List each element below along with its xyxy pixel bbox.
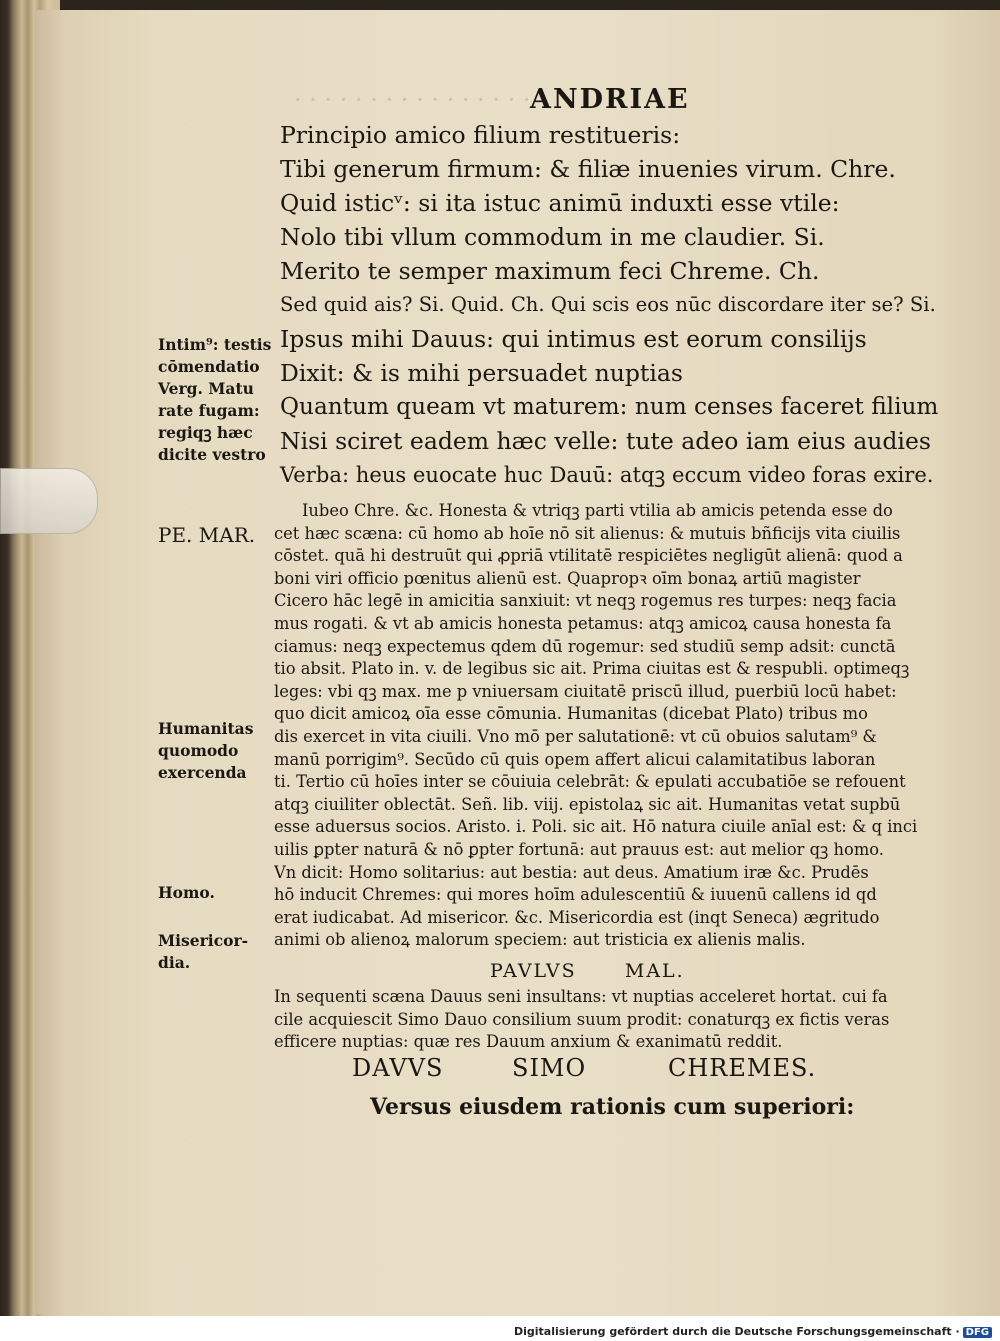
page-clip [0, 468, 98, 534]
verse-line: Principio amico filium restitueris: [280, 121, 681, 149]
commentary-line: ciamus: neqꝫ expectemus qdem dū rogemur: sed studiū semp adsit: cunctā [274, 636, 896, 656]
commentary-line: leges: vbi qꝫ max. me p vniuersam ciuitatē priscū illud, puerbiū locū habet: [274, 681, 897, 701]
verse-line: Quantum queam vt maturem: num censes faceret filium [280, 393, 939, 420]
bleed-through: · · · · · · · · · · · · · · · · [294, 86, 531, 114]
credit-text: Digitalisierung gefördert durch die Deutsche Forschungsgemeinschaft · [513, 1325, 960, 1338]
argument-line: efficere nuptias: quæ res Dauum anxium & exanimatū reddit. [274, 1032, 783, 1052]
commentary-line: cet hæc scæna: cū homo ab hoīe nō sit alienus: & mutuis bñficijs vita ciuilis [274, 523, 901, 543]
commentary-line: ti. Tertio cū hoīes inter se cōuiuia celebrāt: & epulati accubatiōe se refouent [274, 772, 906, 792]
commentary-line: Iubeo Chre. &c. Honesta & vtriqꝫ parti vtilia ab amicis petenda esse do [302, 501, 893, 520]
commentary-line: atqꝫ ciuiliter oblectāt. Señ. lib. viij. epistolaꝝ sic ait. Humanitas vetat supbū [274, 794, 901, 814]
commentary-line: hō inducit Chremes: qui mores hoīm adulescentiū & iuuenū callens id qd [274, 885, 877, 905]
verse-line: Tibi generum firmum: & filiæ inuenies virum. Chre. [280, 155, 896, 183]
verse-line: Nisi sciret eadem hæc velle: tute adeo iam eius audies [280, 427, 931, 455]
verse-line: Ipsus mihi Dauus: qui intimus est eorum consilijs [280, 325, 867, 353]
character-name: SIMO [512, 1054, 587, 1082]
character-name: CHREMES. [668, 1054, 817, 1082]
margin-note-homo: Homo. [158, 883, 215, 902]
commentary-line: uilis ꝑpter naturā & nō ꝑpter fortunā: aut prauus est: aut melior qꝫ homo. [274, 839, 884, 859]
commentary-line: manū porrigim⁹. Secūdo cū quis opem affert alicui calamitatibus laboran [274, 749, 876, 769]
verse-line: Quid isticᵛ: si ita istuc animū induxti esse vtile: [280, 189, 840, 217]
funding-credit [514, 1325, 992, 1338]
argument-line: cile acquiescit Simo Dauo consilium suum prodit: conaturqꝫ ex fictis veras [274, 1009, 890, 1029]
commentary-line: tio absit. Plato in. v. de legibus sic ait. Prima ciuitas est & respubli. optimeqꝫ [274, 659, 910, 679]
argument-block [274, 986, 934, 1054]
commentary-line: quo dicit amicoꝝ oīa esse cōmunia. Humanitas (dicebat Plato) tribus mo [274, 704, 868, 724]
commentary-line: animi ob alienoꝝ malorum speciem: aut tristicia ex alienis malis. [274, 930, 806, 950]
argument-line: In sequenti scæna Dauus seni insultans: vt nuptias acceleret hortat. cui fa [274, 987, 888, 1006]
margin-note-humanitas: Humanitas quomodo exercenda [158, 719, 254, 782]
dfg-logo: DFG [963, 1327, 992, 1338]
verse-line: Dixit: & is mihi persuadet nuptias [280, 359, 683, 387]
verse-note: Versus eiusdem rationis cum superiori: [370, 1094, 855, 1120]
commentary-line: boni viri officio pœnitus alienū est. Quapropꝛ oīm bonaꝝ artiū magister [274, 568, 861, 588]
verse-line: Verba: heus euocate huc Dauū: atqꝫ eccum video foras exire. [280, 462, 934, 487]
margin-note-intimus: Intim⁹: testis cōmendatio Verg. Matu rate fugam: regiqꝫ hæc dicite vestro [158, 335, 272, 464]
running-head: ANDRIAE [530, 84, 690, 115]
commentary-line: Cicero hāc legē in amicitia sanxiuit: vt neqꝫ rogemus res turpes: neqꝫ facia [274, 591, 897, 611]
commentary-line: Vn dicit: Homo solitarius: aut bestia: aut deus. Amatium iræ &c. Prudēs [274, 862, 869, 882]
commentary-line: esse aduersus socios. Aristo. i. Poli. sic ait. Hō natura ciuile anīal est: & q inci [274, 817, 918, 837]
commentary-line: mus rogati. & vt ab amicis honesta petamus: atqꝫ amicoꝝ causa honesta fa [274, 613, 892, 633]
verse-line: Sed quid ais? Si. Quid. Ch. Qui scis eos nūc discordare iter se? Si. [280, 293, 936, 316]
margin-note-pe-mar: PE. MAR. [158, 523, 256, 547]
character-name: DAVVS [352, 1054, 444, 1082]
verse-line: Merito te semper maximum feci Chreme. Ch. [280, 257, 820, 285]
verse-block [280, 118, 940, 492]
margin-note-misericordia: Misericor- dia. [158, 931, 249, 972]
commentary-line: erat iudicabat. Ad misericor. &c. Misericordia est (inqt Seneca) ægritudo [274, 907, 880, 927]
verse-line: Nolo tibi vllum commodum in me claudier. Si. [280, 223, 825, 251]
commentary-block [274, 500, 934, 952]
commentary-line: cōstet. quā hi destruūt qui ꝓpriā vtilitatē respiciētes negligūt alienā: quod a [274, 546, 903, 566]
section-heading: PAVLVS MAL. [490, 960, 685, 982]
commentary-line: dis exercet in vita ciuili. Vno mō per salutationē: vt cū obuios salutam⁹ & [274, 726, 877, 746]
